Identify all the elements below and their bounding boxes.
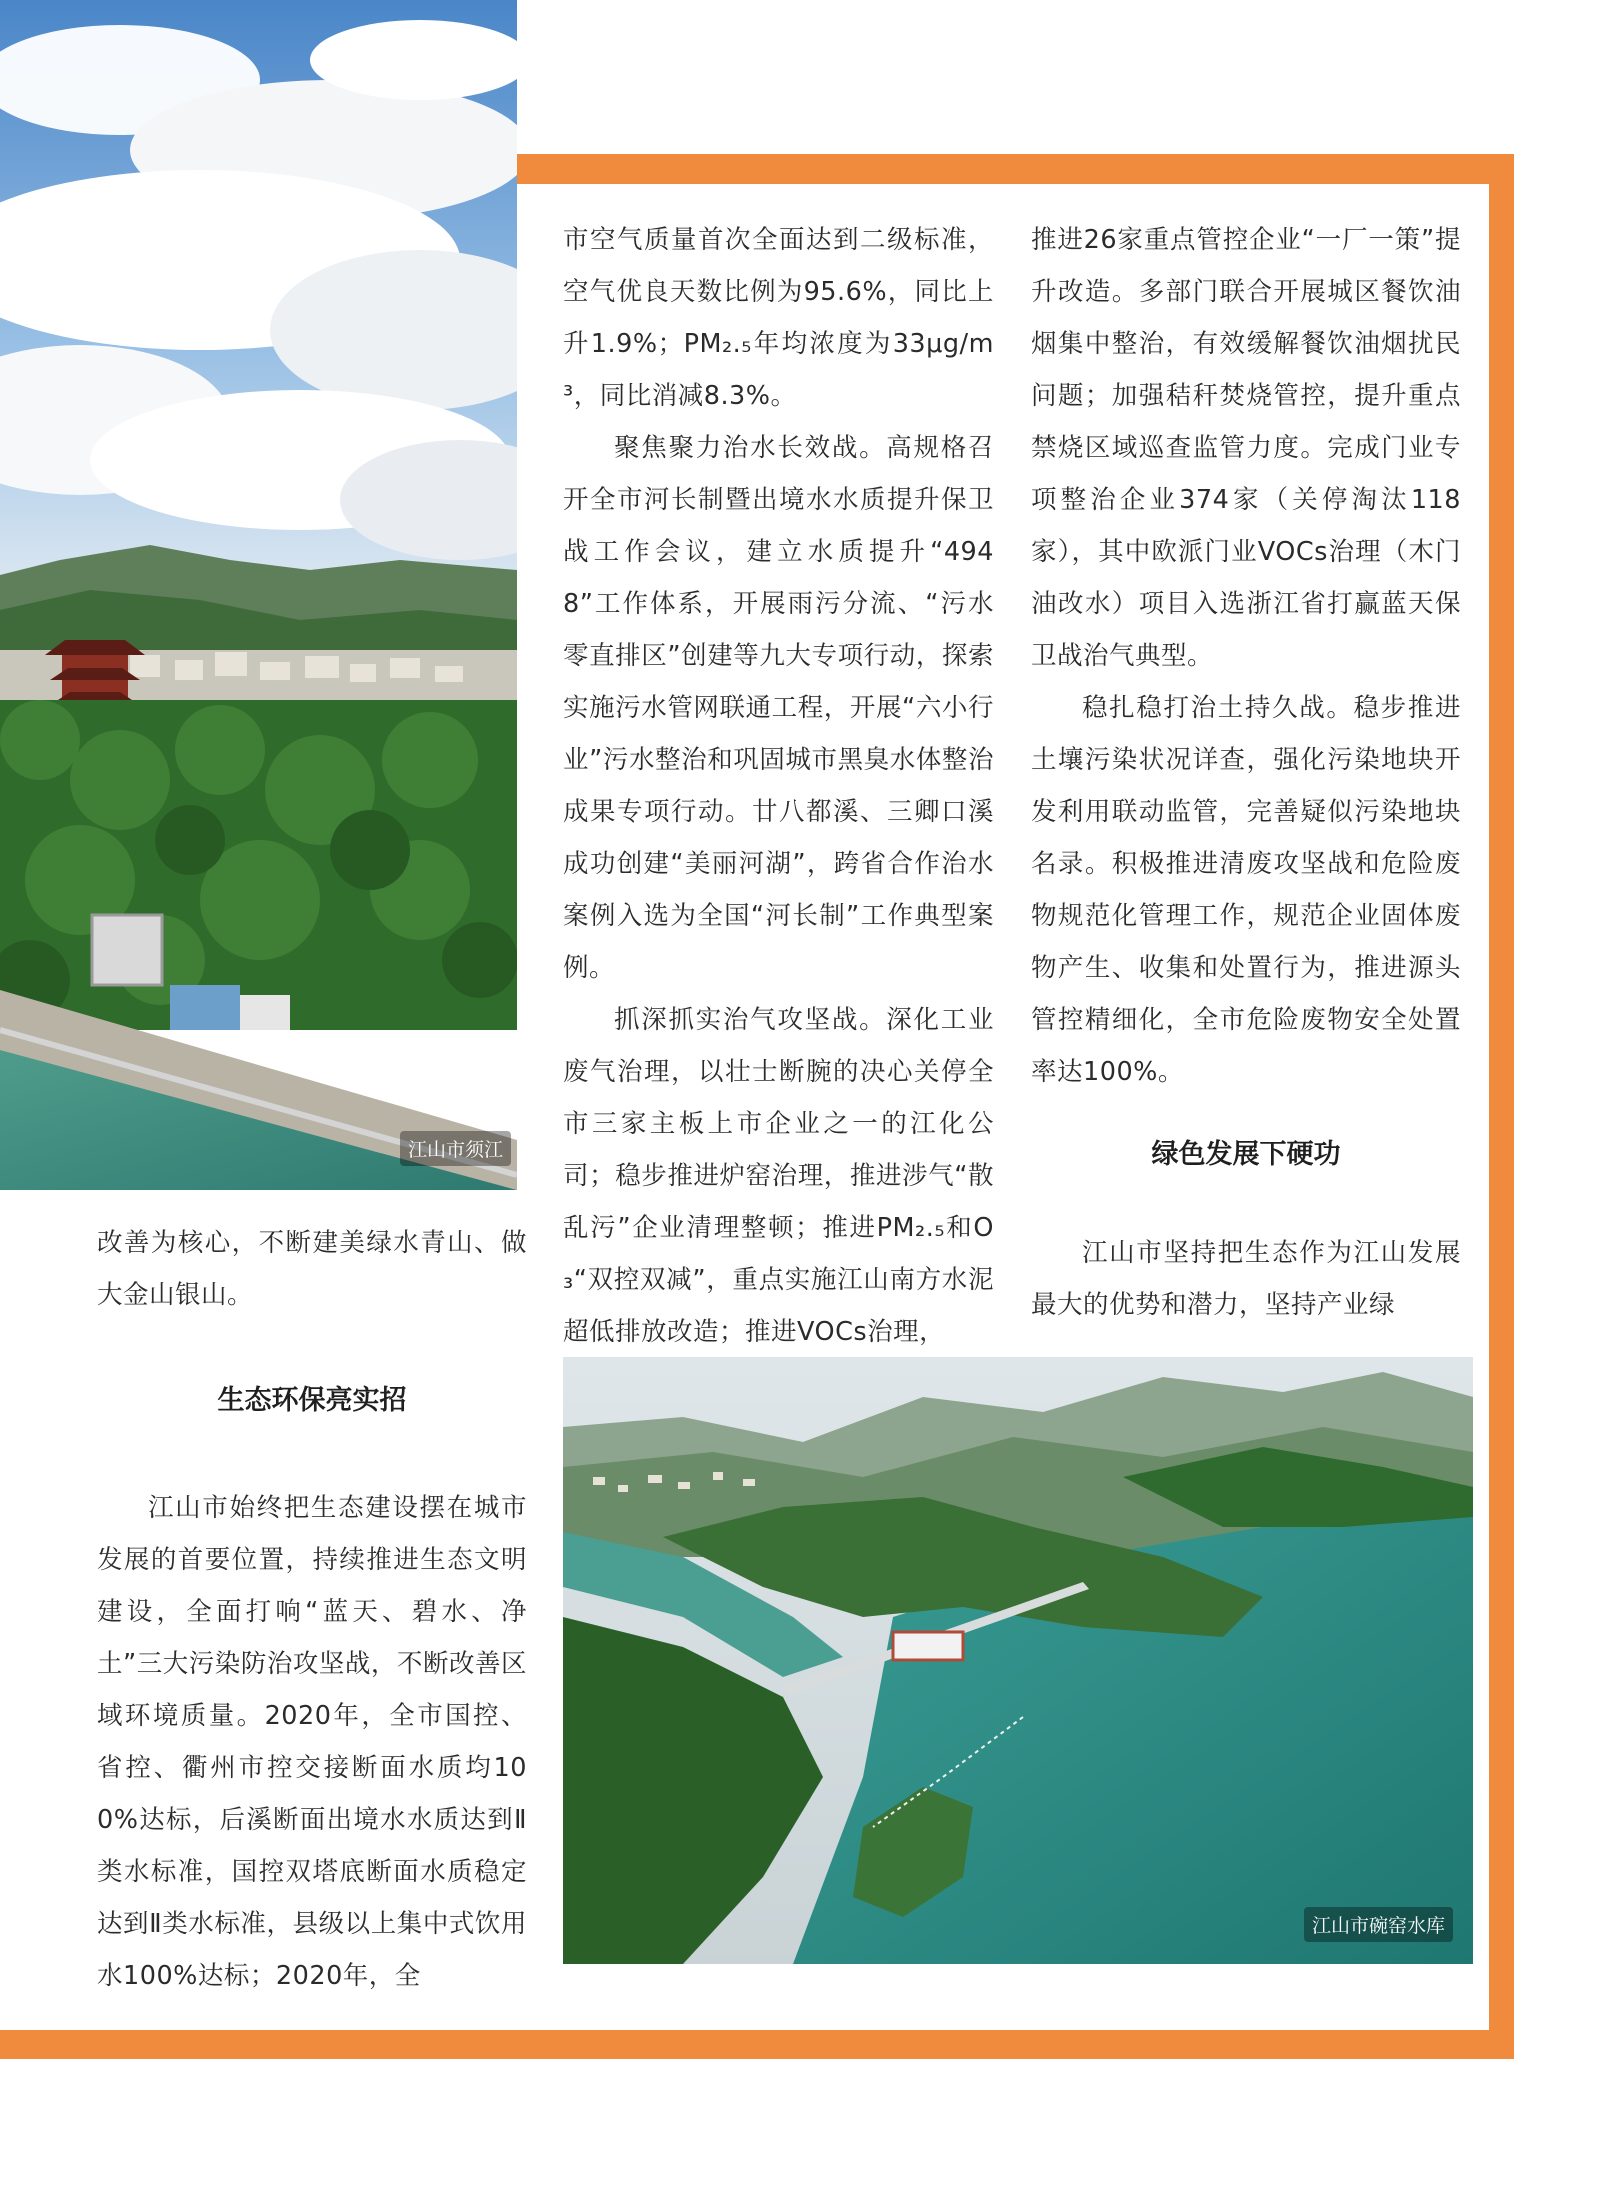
photo-xujiang <box>0 0 517 1190</box>
caption-xujiang: 江山市须江 <box>400 1131 511 1166</box>
xujiang-illustration <box>0 0 517 1190</box>
right-paragraph-1: 推进26家重点管控企业“一厂一策”提升改造。多部门联合开展城区餐饮油烟集中整治，有效缓解餐饮油烟扰民问题；加强秸秆焚烧管控，提升重点禁烧区域巡查监管力度。完成门业专项整治企业374家（关停淘汰118家），其中欧派门业VOCs治理（木门油改水）项目入选浙江省打赢蓝天保卫战治气典型。 <box>1031 225 1461 671</box>
left-top-text-block <box>97 1217 527 1321</box>
right-bottom-block <box>1031 1227 1461 1331</box>
pagoda-shape <box>45 640 145 710</box>
left-body-block <box>97 1482 527 2002</box>
middle-paragraph-1: 市空气质量首次全面达到二级标准，空气优良天数比例为95.6%，同比上升1.9%；PM₂.₅年均浓度为33μg/m³，同比消减8.3%。 <box>563 225 994 411</box>
right-paragraph-2: 稳扎稳打治土持久战。稳步推进土壤污染状况详查，强化污染地块开发利用联动监管，完善疑似污染地块名录。积极推进清废攻坚战和危险废物规范化管理工作，规范企业固体废物产生、收集和处置行为，推进源头管控精细化，全市危险废物安全处置率达100%。 <box>1031 693 1461 1087</box>
middle-paragraph-2: 聚焦聚力治水长效战。高规格召开全市河长制暨出境水水质提升保卫战工作会议，建立水质提升“4948”工作体系，开展雨污分流、“污水零直排区”创建等九大专项行动，探索实施污水管网联通工程，开展“六小行业”污水整治和巩固城市黑臭水体整治成果专项行动。廿八都溪、三卿口溪成功创建“美丽河湖”，跨省合作治水案例入选为全国“河长制”工作典型案例。 <box>563 433 994 983</box>
section-heading-ecology: 生态环保亮实招 <box>217 1385 407 1416</box>
orange-frame-bottom <box>0 2030 1514 2059</box>
left-paragraph: 江山市始终把生态建设摆在城市发展的首要位置，持续推进生态文明建设，全面打响“蓝天、碧水、净土”三大污染防治攻坚战，不断改善区域环境质量。2020年，全市国控、省控、衢州市控交接断面水质均100%达标，后溪断面出境水水质达到Ⅱ类水标准，国控双塔底断面水质稳定达到Ⅱ类水标准，县级以上集中式饮用水100%达标；2020年，全 <box>97 1493 527 1991</box>
right-column <box>1031 214 1461 1098</box>
orange-frame-top <box>517 154 1514 184</box>
left-continuation-text: 改善为核心，不断建美绿水青山、做大金山银山。 <box>97 1228 527 1310</box>
reservoir-illustration <box>563 1357 1473 1964</box>
orange-frame-right <box>1489 154 1514 2059</box>
section-heading-green: 绿色发展下硬功 <box>1151 1139 1341 1170</box>
middle-column <box>563 214 994 1358</box>
photo-reservoir <box>563 1357 1473 1964</box>
right-paragraph-3: 江山市坚持把生态作为江山发展最大的优势和潜力，坚持产业绿 <box>1031 1238 1461 1320</box>
middle-paragraph-3: 抓深抓实治气攻坚战。深化工业废气治理，以壮士断腕的决心关停全市三家主板上市企业之一的江化公司；稳步推进炉窑治理，推进涉气“散乱污”企业清理整顿；推进PM₂.₅和O₃“双控双减”，重点实施江山南方水泥超低排放改造；推进VOCs治理， <box>563 1005 994 1347</box>
caption-reservoir: 江山市碗窑水库 <box>1304 1907 1453 1942</box>
